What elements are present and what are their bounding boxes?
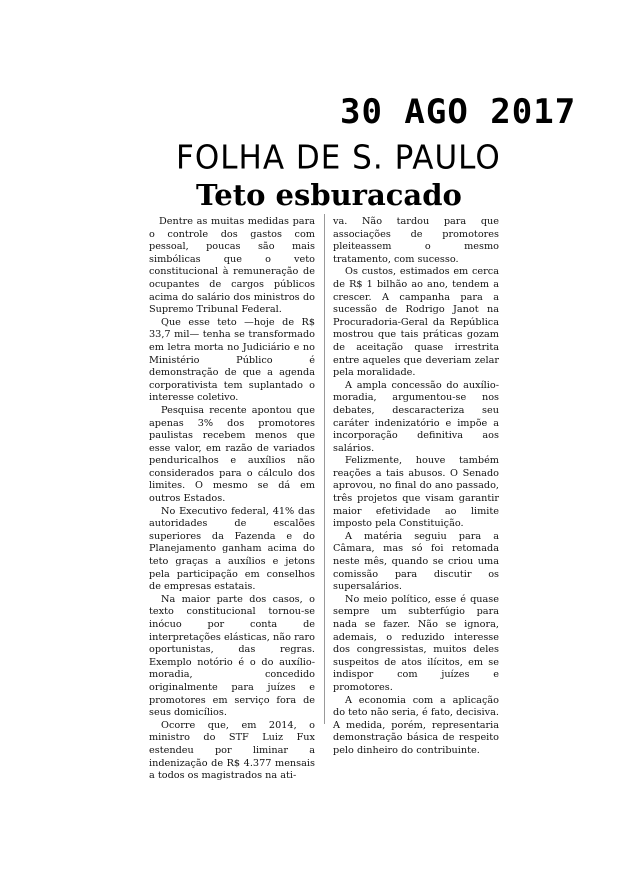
article-title: Teto esburacado bbox=[196, 178, 462, 212]
paragraph: Ocorre que, em 2014, o ministro do STF Luiz Fux estendeu por liminar a indenização de R$ 4.377 mensais a todos os magistrados na ati- bbox=[149, 719, 315, 782]
article-column-right bbox=[333, 216, 499, 758]
paragraph: A economia com a aplicação do teto não seria, é fato, decisiva. A medida, porém, representaria demonstração básica de respeito pelo dinheiro do contribuinte. bbox=[333, 694, 499, 756]
date-stamp: 30 AGO 2017 bbox=[340, 92, 577, 132]
paragraph: Os custos, estimados em cerca de R$ 1 bilhão ao ano, tendem a crescer. A campanha para a sucessão de Rodrigo Janot na Procuradoria-Geral da República mostrou que tais práticas gozam de aceitação quase irrestrita entre aqueles que deveriam zelar pela moralidade. bbox=[333, 266, 499, 379]
paragraph: No meio político, esse é quase sempre um subterfúgio para nada se fazer. Não se ignora, ademais, o reduzido interesse dos congressistas, muitos deles suspeitos de atos ilícitos, em se indispor com juízes e promotores. bbox=[333, 593, 499, 693]
paragraph: A matéria seguiu para a Câmara, mas só foi retomada neste mês, quando se criou uma comissão para discutir os supersalários. bbox=[333, 530, 499, 593]
paragraph: No Executivo federal, 41% das autoridades de escalões superiores da Fazenda e do Planejamento ganham acima do teto graças a auxílios e jetons pela participação em conselhos de empresas estatais. bbox=[149, 505, 315, 593]
newspaper-name: FOLHA DE S. PAULO bbox=[176, 139, 501, 177]
paragraph: A ampla concessão do auxílio-moradia, argumentou-se nos debates, descaracteriza seu caráter indenizatório e impõe a incorporação definitiva aos salários. bbox=[333, 379, 499, 454]
column-divider bbox=[324, 214, 325, 724]
paragraph: Pesquisa recente apontou que apenas 3% dos promotores paulistas recebem menos que esse valor, em razão de variados penduricalhos e auxílios não considerados para o cálculo dos limites. O mesmo se dá em outros Estados. bbox=[149, 404, 315, 505]
paragraph: Na maior parte dos casos, o texto constitucional tornou-se inócuo por conta de interpretações elásticas, não raro oportunistas, das regras. Exemplo notório é o do auxílio-moradia, concedido originalmente para juízes e promotores em serviço fora de seus domicílios. bbox=[149, 593, 315, 719]
article-column-left bbox=[149, 216, 315, 783]
paragraph: Dentre as muitas medidas para o controle dos gastos com pessoal, poucas são mais simbólicas que o veto constitucional à remuneração de ocupantes de cargos públicos acima do salário dos ministros do Supremo Tribunal Federal. bbox=[149, 216, 315, 316]
paragraph: Que esse teto —hoje de R$ 33,7 mil— tenha se transformado em letra morta no Judiciário e no Ministério Público é demonstração de que a agenda corporativista tem suplantado o interesse coletivo. bbox=[149, 316, 315, 404]
paragraph: Felizmente, houve também reações a tais abusos. O Senado aprovou, no final do ano passado, três projetos que visam garantir maior efetividade ao limite imposto pela Constituição. bbox=[333, 455, 499, 530]
paragraph: va. Não tardou para que associações de promotores pleiteassem o mesmo tratamento, com sucesso. bbox=[333, 216, 499, 265]
